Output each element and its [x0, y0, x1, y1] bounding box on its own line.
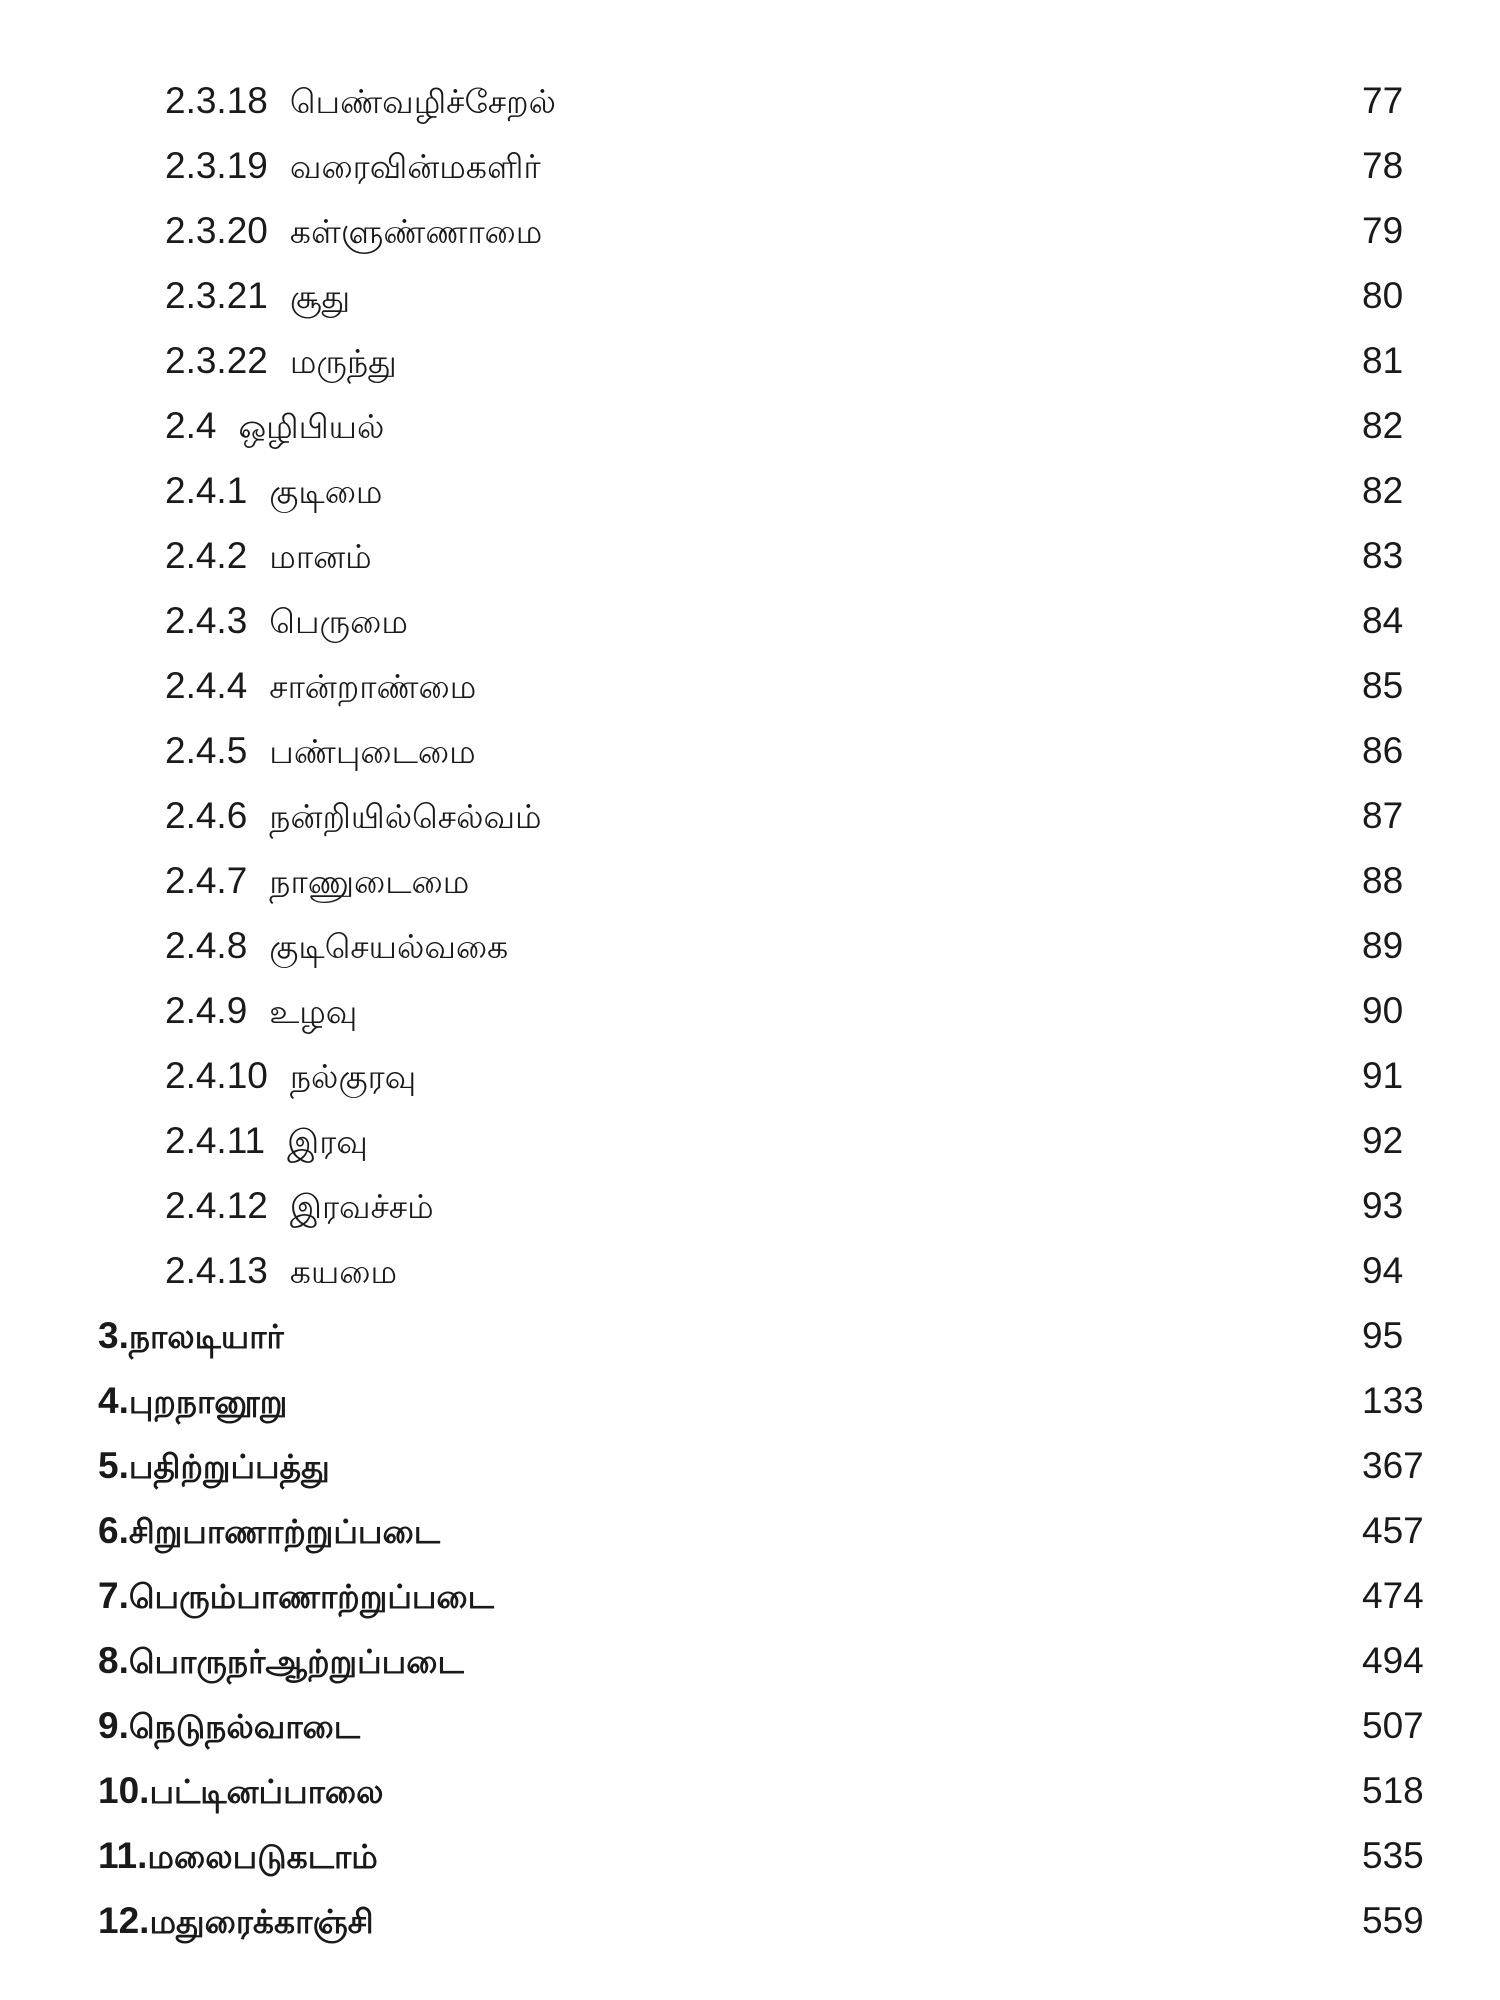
page-number: 82: [1362, 470, 1404, 511]
section-title: குடிசெயல்வகை: [269, 927, 509, 966]
section-title: நாலடியார்: [128, 1317, 284, 1356]
section-number: 2.4.6: [165, 795, 248, 836]
section-number: 2.3.19: [165, 145, 268, 186]
toc-entry: [165, 523, 372, 589]
page-number: 84: [1362, 600, 1404, 641]
toc-entry: [165, 393, 384, 459]
toc-entry: [165, 653, 476, 719]
toc-entry: [165, 458, 382, 524]
section-number: 2.4.1: [165, 470, 248, 511]
section-number: 2.4.9: [165, 990, 248, 1031]
toc-entry: [98, 1498, 440, 1564]
section-number: 8.: [98, 1640, 129, 1681]
toc-row: [0, 133, 1500, 198]
toc-entry: [98, 1433, 330, 1499]
page-number: 83: [1362, 535, 1404, 576]
section-number: 2.4.11: [165, 1120, 266, 1161]
toc-row: [0, 1888, 1500, 1953]
page-number: 90: [1362, 990, 1404, 1031]
toc-row: [0, 1498, 1500, 1563]
section-number: 2.3.20: [165, 210, 268, 251]
toc-entry: [98, 1758, 384, 1824]
section-number: 2.4.7: [165, 860, 248, 901]
page-number: 133: [1362, 1380, 1424, 1421]
section-title: உழவு: [269, 992, 358, 1031]
toc-entry: [98, 1823, 378, 1889]
toc-row: [0, 1693, 1500, 1758]
page-number: 367: [1362, 1445, 1424, 1486]
toc-entry: [165, 783, 542, 849]
toc-row: [0, 1758, 1500, 1823]
section-number: 2.3.21: [165, 275, 268, 316]
section-title: குடிமை: [269, 472, 383, 511]
page-number: 94: [1362, 1250, 1404, 1291]
page-number: 85: [1362, 665, 1404, 706]
toc-row: [0, 68, 1500, 133]
section-number: 5.: [98, 1445, 129, 1486]
page-number: 474: [1362, 1575, 1424, 1616]
section-title: இரவு: [287, 1122, 368, 1161]
section-number: 2.4.8: [165, 925, 248, 966]
toc-row: [0, 1368, 1500, 1433]
section-title: மருந்து: [289, 342, 397, 381]
toc-row: [0, 718, 1500, 783]
toc-row: [0, 653, 1500, 718]
toc-entry: [165, 1238, 397, 1304]
toc-entry: [165, 848, 469, 914]
section-title: ஒழிபியல்: [238, 407, 385, 446]
section-title: மலைபடுகடாம்: [147, 1837, 378, 1876]
section-title: பெரும்பாணாற்றுப்படை: [128, 1577, 494, 1616]
section-number: 2.3.22: [165, 340, 268, 381]
toc-row: [0, 783, 1500, 848]
section-number: 7.: [98, 1575, 129, 1616]
section-title: சூது: [289, 277, 351, 316]
toc-row: [0, 1238, 1500, 1303]
toc-row: [0, 523, 1500, 588]
section-title: வரைவின்மகளிர்: [289, 147, 541, 186]
toc-entry: [98, 1368, 287, 1434]
section-title: பொருநர்ஆற்றுப்படை: [128, 1642, 464, 1681]
toc-entry: [165, 1108, 368, 1174]
toc-entry: [165, 978, 357, 1044]
section-title: பெருமை: [269, 602, 408, 641]
toc-entry: [165, 263, 350, 329]
section-title: நல்குரவு: [289, 1057, 417, 1096]
toc-row: [0, 1173, 1500, 1238]
toc-row: [0, 1303, 1500, 1368]
toc-entry: [98, 1628, 464, 1694]
toc-row: [0, 588, 1500, 653]
toc-row: [0, 263, 1500, 328]
section-number: 10.: [98, 1770, 150, 1811]
section-title: சான்றாண்மை: [269, 667, 477, 706]
section-title: பட்டினப்பாலை: [149, 1772, 384, 1811]
toc-row: [0, 1823, 1500, 1888]
toc-row: [0, 848, 1500, 913]
toc-entry: [165, 588, 408, 654]
toc-row: [0, 1043, 1500, 1108]
page-number: 494: [1362, 1640, 1424, 1681]
toc-row: [0, 393, 1500, 458]
page-number: 78: [1362, 145, 1404, 186]
section-number: 11.: [98, 1835, 148, 1876]
page-number: 457: [1362, 1510, 1424, 1551]
toc-entry: [165, 718, 476, 784]
section-title: நெடுநல்வாடை: [128, 1707, 361, 1746]
page-number: 93: [1362, 1185, 1404, 1226]
section-number: 9.: [98, 1705, 129, 1746]
page-number: 81: [1362, 340, 1404, 381]
toc-entry: [165, 328, 397, 394]
toc-row: [0, 198, 1500, 263]
page-number: 91: [1362, 1055, 1404, 1096]
section-title: கள்ளுண்ணாமை: [289, 212, 543, 251]
page-number: 89: [1362, 925, 1404, 966]
toc-entry: [98, 1693, 360, 1759]
page-number: 86: [1362, 730, 1404, 771]
toc-row: [0, 978, 1500, 1043]
section-title: பண்புடைமை: [269, 732, 476, 771]
section-number: 2.4.4: [165, 665, 248, 706]
toc-entry: [165, 133, 541, 199]
section-number: 12.: [98, 1900, 150, 1941]
toc-row: [0, 458, 1500, 523]
section-number: 2.4.2: [165, 535, 248, 576]
section-number: 2.4.13: [165, 1250, 268, 1291]
section-title: கயமை: [289, 1252, 398, 1291]
page-number: 87: [1362, 795, 1404, 836]
toc-entry: [165, 913, 508, 979]
section-title: நாணுடைமை: [269, 862, 470, 901]
toc-entry: [165, 1173, 434, 1239]
toc-row: [0, 1563, 1500, 1628]
page-number: 80: [1362, 275, 1404, 316]
page-number: 79: [1362, 210, 1404, 251]
section-title: பெண்வழிச்சேறல்: [289, 82, 557, 121]
page-number: 77: [1362, 80, 1404, 121]
toc-entry: [165, 68, 556, 134]
section-number: 2.4.12: [165, 1185, 268, 1226]
section-title: மானம்: [269, 537, 372, 576]
page-number: 95: [1362, 1315, 1404, 1356]
section-number: 3.: [98, 1315, 129, 1356]
toc-entry: [165, 198, 542, 264]
section-title: நன்றியில்செல்வம்: [269, 797, 542, 836]
toc-row: [0, 1628, 1500, 1693]
toc-row: [0, 1108, 1500, 1173]
page-number: 535: [1362, 1835, 1424, 1876]
page-number: 92: [1362, 1120, 1404, 1161]
page-number: 88: [1362, 860, 1404, 901]
toc-entry: [98, 1303, 284, 1369]
toc-entry: [98, 1563, 494, 1629]
section-number: 6.: [98, 1510, 129, 1551]
toc-row: [0, 913, 1500, 978]
section-title: புறநானூறு: [128, 1382, 288, 1421]
section-number: 4.: [98, 1380, 129, 1421]
toc-row: [0, 1433, 1500, 1498]
page-number: 559: [1362, 1900, 1424, 1941]
toc-row: [0, 328, 1500, 393]
page-number: 507: [1362, 1705, 1424, 1746]
section-number: 2.4.5: [165, 730, 248, 771]
section-number: 2.3.18: [165, 80, 268, 121]
page-number: 518: [1362, 1770, 1424, 1811]
toc-entry: [165, 1043, 416, 1109]
page-number: 82: [1362, 405, 1404, 446]
section-title: பதிற்றுப்பத்து: [128, 1447, 330, 1486]
toc-entry: [98, 1888, 374, 1954]
section-title: மதுரைக்காஞ்சி: [149, 1902, 374, 1941]
section-title: இரவச்சம்: [289, 1187, 434, 1226]
section-title: சிறுபாணாற்றுப்படை: [128, 1512, 440, 1551]
section-number: 2.4: [165, 405, 217, 446]
section-number: 2.4.10: [165, 1055, 268, 1096]
section-number: 2.4.3: [165, 600, 248, 641]
